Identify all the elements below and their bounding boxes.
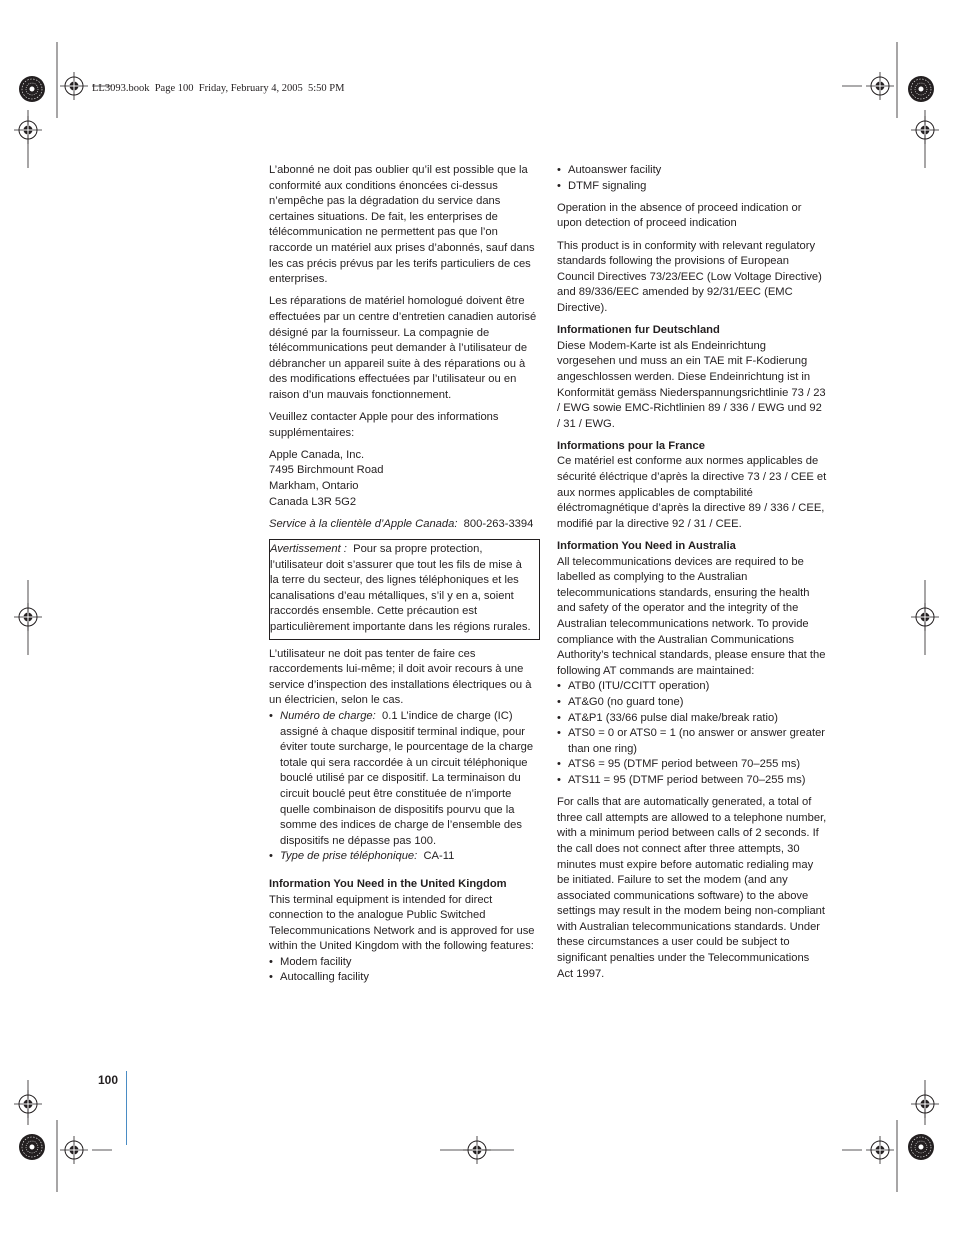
list-item: • ATS6 = 95 (DTMF period between 70–255 ms) [557,757,827,773]
service-line [269,517,537,533]
paragraph-repairs: Les réparations de matériel homologué doivent être effectuées par un centre d’entretien canadien autorisé désigné par la fournisseur. La compagnie de télécommunications peut demander à l’utilisateur de débrancher un appareil suite à des réparations ou à des modifications effectuées par l’utilisateur ou en raison d’un mauvais fonctionnement. [269,295,537,401]
paragraph-eu-conformity: This product is in conformity with relevant regulatory standards following the provisions of European Council Directives 73/23/EEC (Low Voltage Directive) and 89/336/EEC amended by 92/31/EEC (EMC Directive). [557,239,822,314]
charge-list [269,709,537,865]
list-item: • ATS0 = 0 or ATS0 = 1 (no answer or answer greater than one ring) [557,726,827,757]
list-item: • Autocalling facility [269,970,537,986]
paragraph-germany: Diese Modem-Karte ist als Endeinrichtung vorgesehen und muss an ein TAE mit F-Kodierung angeschlossen werden. Diese Endeinrichtung ist in Konformität gemäss Niederspannungsrichtlinie 73 / 23 / EWG sowie EMC-Richtlinien 89 / 336 / EWG und 92 / 31 / EWG. [557,339,826,430]
list-item [269,709,537,849]
address-line: Apple Canada, Inc. [269,448,365,461]
list-item: • AT&G0 (no guard tone) [557,695,827,711]
list-item: • Modem facility [269,955,537,971]
paragraph-proceed-indication: Operation in the absence of proceed indication or upon detection of proceed indication [557,201,802,230]
heading-germany: Informationen fur Deutschland [557,324,720,337]
page-number: 100 [98,1073,119,1087]
list-item: • ATS11 = 95 (DTMF period between 70–255 ms) [557,773,827,789]
service-label: Service à la clientèle d’Apple Canada: [269,517,458,530]
list-item [269,849,537,865]
at-commands-list [557,679,827,788]
heading-united-kingdom: Information You Need in the United Kingdom [269,877,507,890]
list-item: • DTMF signaling [557,179,827,195]
paragraph-australia: All telecommunications devices are required to be labelled as complying to the Australian telecommunications standards, ensuring the health and safety of the operator and the integrity of the Australian telecommunications network. To provide compliance with the Australian Communications Authority’s technical standards, please ensure that the following AT commands are maintained: [557,555,826,677]
paragraph-contact: Veuillez contacter Apple pour des informations supplémentaires: [269,411,499,439]
address-line: Markham, Ontario [269,480,359,493]
uk-features-list-continued [557,163,827,194]
apple-canada-address [269,448,537,510]
charge-text: 0.1 L’indice de charge (IC) assigné à chaque dispositif terminal indique, pour éviter toute surcharge, le pourcentage de la charge totale qui sera raccordée à un circuit téléphonique bouclé utilisé par ce dispositif. La terminaison du circuit bouclé peut être constituée de n’importe quelle combinaison de dispositifs pourvu que la somme des indices de charge de l’ensemble des dispositifs ne dépasse pas 100. [280,709,534,847]
list-item: • AT&P1 (33/66 pulse dial make/break ratio) [557,711,827,727]
plug-type-text: CA-11 [423,850,455,863]
left-column [269,163,537,993]
paragraph-call-attempts: For calls that are automatically generated, a total of three call attempts are allowed to a telephone number, with a minimum period between calls of 2 seconds. If the call does not connect after three attempts, 30 minutes must expire before automatic redialing may be initiated. Failure to set the modem (and any associated communications software) to the above settings may result in the modem being non-compliant with Australian telecommunications standards. Under these circumstances a user could be subject to significant penalties under the Telecommunications Act 1997. [557,796,827,980]
list-item: • Autoanswer facility [557,163,827,179]
warning-text: Pour sa propre protection, l’utilisateur doit s’assurer que tout les fils de mise à la terre du secteur, des lignes téléphoniques et les canalisations d’eau métalliques, s’il y en a, soient raccordés ensemble. Cette précaution est particulièrement importante dans les régions rurales. [270,543,531,633]
print-header: LL3093.book Page 100 Friday, February 4, 2005 5:50 PM [92,83,345,94]
heading-australia: Information You Need in Australia [557,540,736,553]
uk-features-list [269,955,537,986]
paragraph-united-kingdom: This terminal equipment is intended for direct connection to the analogue Public Switched Telecommunications Network and is approved for use within the United Kingdom with the following features: [269,893,535,953]
address-line: 7495 Birchmount Road [269,464,384,477]
list-item: • ATB0 (ITU/CCITT operation) [557,679,827,695]
charge-label: Numéro de charge: [280,709,376,722]
right-column [557,163,827,989]
warning-box [269,539,540,640]
address-line: Canada L3R 5G2 [269,495,357,508]
paragraph-france: Ce matériel est conforme aux normes applicables de sécurité éléctrique d’après la directive 73 / 23 / CEE et aux normes applicables de comptabilité éléctromagnétique d’après la directive 89 / 336 / CEE, modifié par la directive 92 / 31 / CEE. [557,455,827,530]
service-phone: 800-263-3394 [463,517,534,530]
page-number-rule [126,1071,127,1145]
plug-type-label: Type de prise téléphonique: [280,850,418,863]
paragraph-conformity: L’abonné ne doit pas oublier qu’il est possible que la conformité aux conditions énoncées ci-dessus n’empêche pas la dégradation du service dans certaines situations. De fait, les enterprises de télécommunication ne permettent pas que l’on raccorde un matériel aux prises d’abonnés, sauf dans les cas précis prévus par les terifs particuliers de ces enterprises. [269,164,535,286]
paragraph-installation: L’utilisateur ne doit pas tenter de faire ces raccordements lui-même; il doit avoir recours à une service d’inspection des installations électriques ou à un électricien, selon le cas. [269,647,532,707]
warning-label: Avertissement : [270,543,347,556]
heading-france: Informations pour la France [557,439,705,452]
warning-content [270,542,532,636]
